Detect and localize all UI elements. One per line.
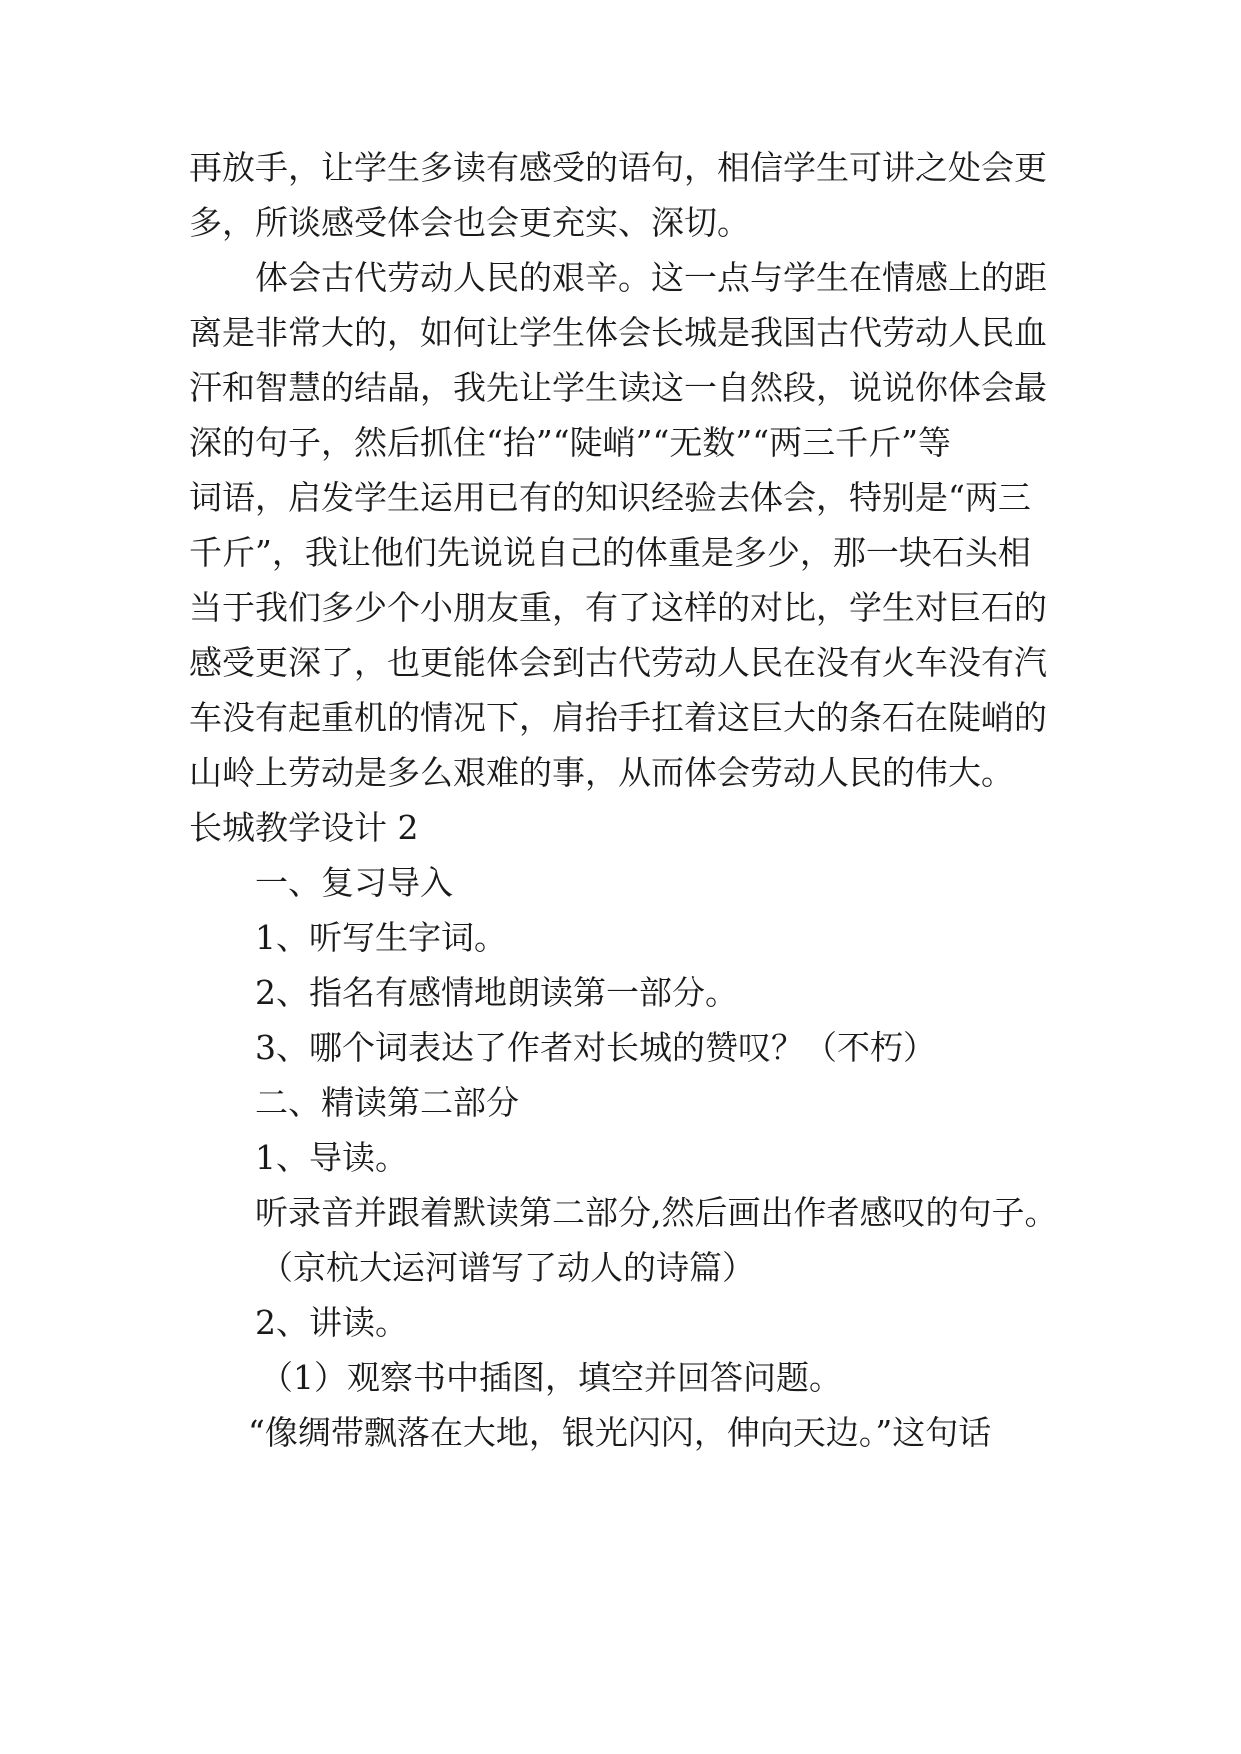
paragraph-line: 当于我们多少个小朋友重，有了这样的对比，学生对巨石的	[189, 588, 1047, 627]
section-title: 长城教学设计 2	[189, 808, 419, 847]
paragraph-line: 汗和智慧的结晶，我先让学生读这一自然段，说说你体会最	[189, 368, 1047, 407]
paragraph-line: 再放手，让学生多读有感受的语句，相信学生可讲之处会更	[189, 148, 1047, 187]
heading-close-reading: 二、精读第二部分	[255, 1083, 519, 1122]
paragraph-line: 词语，启发学生运用已有的知识经验去体会，特别是“两三	[189, 478, 1031, 517]
paragraph-line: 山岭上劳动是多么艰难的事，从而体会劳动人民的伟大。	[189, 753, 1014, 792]
paragraph-line: 车没有起重机的情况下，肩抬手扛着这巨大的条石在陡峭的	[189, 698, 1047, 737]
heading-review: 一、复习导入	[255, 863, 453, 902]
list-item: 3、哪个词表达了作者对长城的赞叹？（不朽）	[255, 1028, 936, 1067]
paragraph-line: 深的句子，然后抓住“抬”“陡峭”“无数”“两三千斤”等	[189, 423, 951, 462]
paragraph-line: 感受更深了，也更能体会到古代劳动人民在没有火车没有汽	[189, 643, 1047, 682]
paragraph-line: 听录音并跟着默读第二部分,然后画出作者感叹的句子。	[255, 1193, 1058, 1232]
paragraph-line: 体会古代劳动人民的艰辛。这一点与学生在情感上的距	[255, 258, 1047, 297]
list-item: 1、听写生字词。	[255, 918, 507, 957]
list-item: 1、导读。	[255, 1138, 408, 1177]
list-item: 2、讲读。	[255, 1303, 408, 1342]
paragraph-line: （京杭大运河谱写了动人的诗篇）	[260, 1248, 755, 1287]
list-item: （1）观察书中插图，填空并回答问题。	[260, 1358, 842, 1397]
paragraph-line: 离是非常大的，如何让学生体会长城是我国古代劳动人民血	[189, 313, 1047, 352]
paragraph-line: 千斤”，我让他们先说说自己的体重是多少，那一块石头相	[189, 533, 1031, 572]
paragraph-line: 多，所谈感受体会也会更充实、深切。	[189, 203, 750, 242]
paragraph-line: “像绸带飘落在大地，银光闪闪，伸向天边。”这句话	[248, 1413, 992, 1452]
list-item: 2、指名有感情地朗读第一部分。	[255, 973, 738, 1012]
